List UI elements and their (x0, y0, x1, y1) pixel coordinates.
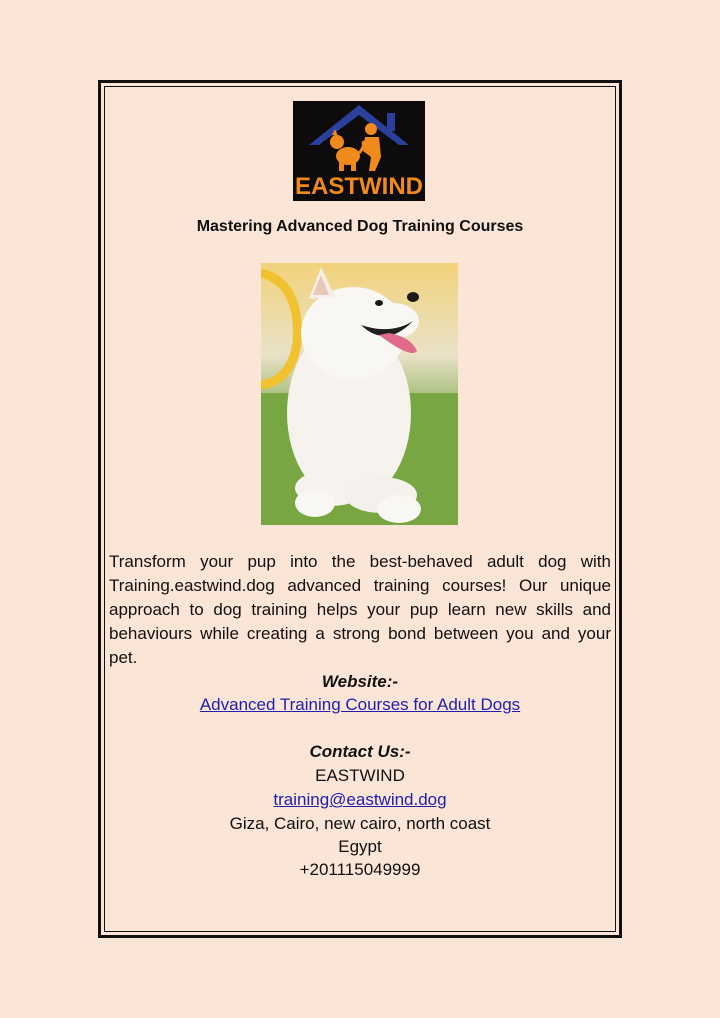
dog-photo (261, 263, 458, 525)
email-row (110, 788, 610, 812)
website-link-row (110, 693, 610, 717)
website-link[interactable]: Advanced Training Courses for Adult Dogs (199, 695, 521, 714)
phone-number: +201115049999 (299, 860, 421, 879)
address: Giza, Cairo, new cairo, north coast (229, 814, 491, 833)
eastwind-logo (293, 101, 425, 201)
contact-label: Contact Us:- (309, 742, 411, 761)
dog-photo-graphic (261, 263, 458, 525)
email-link[interactable]: training@eastwind.dog (273, 790, 447, 809)
website-label: Website:- (321, 672, 399, 691)
logo-graphic (293, 101, 425, 201)
country: Egypt (338, 837, 382, 856)
description-paragraph: Transform your pup into the best-behaved adult dog with Training.eastwind.dog advanced training courses! Our unique approach to dog training helps your pup learn new skills and behaviours while creating a strong bond between you and your pet. (109, 552, 611, 667)
company-name: EASTWIND (315, 766, 405, 785)
page-title: Mastering Advanced Dog Training Courses (196, 218, 524, 235)
logo-text: EASTWIND (295, 173, 423, 200)
